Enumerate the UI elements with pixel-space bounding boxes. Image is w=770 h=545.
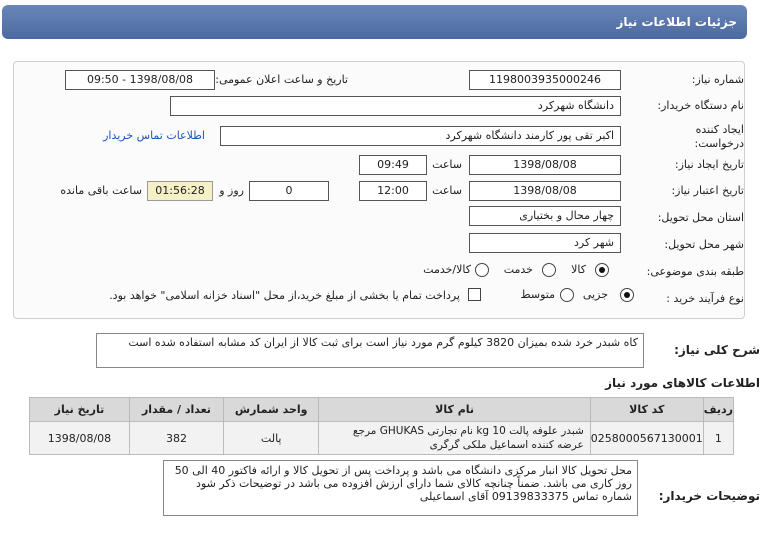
category-goods-radio[interactable] [595, 263, 609, 277]
notes-text: محل تحویل کالا انبار مرکزی دانشگاه می باشد و پرداخت پس از تحویل کالا و ارائه فاکتور 40 الی 50 روز کاری می باشد. ضمناً چنانچه کالای شما دارای ارزش افزوده می باشد در توضیحات ذکر شود شماره تماس 09139833375 آقای اسماعیلی [163, 460, 638, 516]
items-header-row [30, 398, 734, 422]
validity-date-field[interactable]: 1398/08/08 [469, 181, 621, 201]
col-date-header: تاریخ نیاز [30, 398, 130, 422]
description-label: شرح کلی نیاز: [674, 343, 760, 357]
buyer-contact-link[interactable]: اطلاعات تماس خریدار [103, 129, 205, 142]
notes-label: توضیحات خریدار: [658, 489, 760, 503]
col-unit-header: واحد شمارش [224, 398, 319, 422]
province-field[interactable]: چهار محال و بختیاری [469, 206, 621, 226]
process-medium-radio[interactable] [560, 288, 574, 302]
need-number-label: شماره نیاز: [691, 73, 744, 86]
cell-code: 0258000567130001 [590, 422, 703, 455]
cell-row: 1 [703, 422, 733, 455]
days-label: روز و [219, 184, 244, 197]
validity-date-label: تاریخ اعتبار نیاز: [671, 184, 744, 197]
table-row[interactable] [30, 422, 734, 455]
announce-label: تاریخ و ساعت اعلان عمومی: [215, 73, 348, 86]
description-text: کاه شبدر خرد شده بمیزان 3820 کیلوم گرم مورد نیاز است برای ثبت کالا از ایران کد مشابه استفاده شده است [96, 333, 644, 368]
page-header [2, 5, 747, 39]
created-time-field[interactable]: 09:49 [359, 155, 427, 175]
process-minor-radio[interactable] [620, 288, 634, 302]
buyer-field[interactable]: دانشگاه شهرکرد [170, 96, 621, 116]
treasury-checkbox[interactable] [468, 288, 481, 301]
creator-label-1: ایجاد کننده [695, 123, 744, 136]
category-both-radio[interactable] [475, 263, 489, 277]
col-row-header: ردیف [703, 398, 733, 422]
need-number-field[interactable]: 1198003935000246 [469, 70, 621, 90]
category-goods-label: کالا [571, 263, 586, 276]
creator-label-2: درخواست: [694, 137, 744, 150]
created-date-label: تاریخ ایجاد نیاز: [674, 158, 744, 171]
items-section-title: اطلاعات کالاهای مورد نیاز [605, 376, 760, 390]
process-minor-label: جزیی [582, 288, 608, 301]
category-service-label: خدمت [503, 263, 533, 276]
process-label: نوع فرآیند خرید : [666, 292, 744, 305]
col-qty-header: تعداد / مقدار [129, 398, 223, 422]
cell-unit: پالت [224, 422, 319, 455]
category-label: طبقه بندی موضوعی: [646, 265, 744, 278]
col-name-header: نام کالا [319, 398, 590, 422]
city-field[interactable]: شهر کرد [469, 233, 621, 253]
cell-name: شبدر علوفه پالت 10 kg نام تجارتی GHUKAS مرجع عرضه کننده اسماعیل ملکی گرگری [319, 422, 590, 455]
announce-field[interactable]: 1398/08/08 - 09:50 [65, 70, 215, 90]
remaining-label: ساعت باقی مانده [60, 184, 142, 197]
treasury-text: پرداخت تمام یا بخشی از مبلغ خرید،از محل "اسناد خزانه اسلامی" خواهد بود. [109, 289, 460, 302]
category-both-label: کالا/خدمت [423, 263, 471, 276]
creator-field[interactable]: اکبر تقی پور کارمند دانشگاه شهرکرد [220, 126, 621, 146]
process-medium-label: متوسط [520, 288, 555, 301]
created-date-field[interactable]: 1398/08/08 [469, 155, 621, 175]
items-table [29, 397, 734, 455]
page-title: جزئیات اطلاعات نیاز [616, 15, 737, 29]
category-service-radio[interactable] [542, 263, 556, 277]
buyer-label: نام دستگاه خریدار: [657, 99, 744, 112]
remaining-time-field: 01:56:28 [147, 181, 213, 201]
province-label: استان محل تحویل: [657, 211, 744, 224]
remaining-days-field[interactable]: 0 [249, 181, 329, 201]
created-time-label: ساعت [432, 158, 462, 171]
city-label: شهر محل تحویل: [664, 238, 744, 251]
cell-qty: 382 [129, 422, 223, 455]
validity-time-field[interactable]: 12:00 [359, 181, 427, 201]
cell-date: 1398/08/08 [30, 422, 130, 455]
col-code-header: کد کالا [590, 398, 703, 422]
validity-time-label: ساعت [432, 184, 462, 197]
